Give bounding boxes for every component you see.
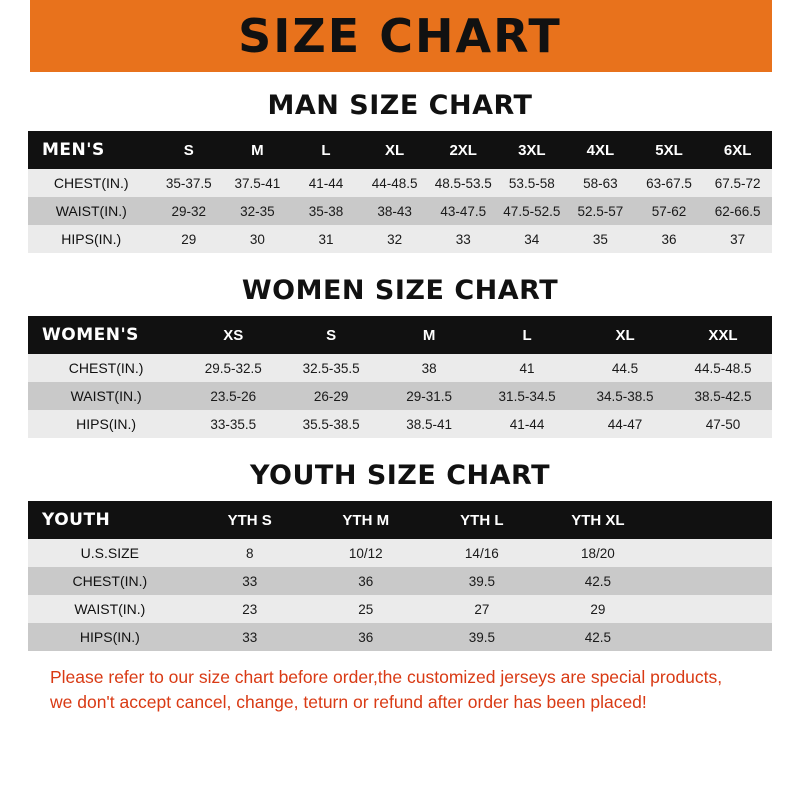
men-corner-label: MEN'S — [28, 131, 154, 169]
men-cell-2-1: 30 — [223, 225, 292, 253]
youth-table-header — [28, 501, 772, 539]
youth-cell-1-3: 42.5 — [540, 567, 656, 595]
men-col-4: 2XL — [429, 131, 498, 169]
men-col-6: 4XL — [566, 131, 635, 169]
table-row — [28, 567, 772, 595]
men-col-2: L — [292, 131, 361, 169]
youth-col-0: YTH S — [192, 501, 308, 539]
table-row — [28, 382, 772, 410]
youth-col-3: YTH XL — [540, 501, 656, 539]
section-title-men: MAN SIZE CHART — [267, 90, 533, 121]
table-row — [28, 354, 772, 382]
youth-cell-3-2: 39.5 — [424, 623, 540, 651]
youth-cell-2-4 — [656, 595, 772, 623]
men-cell-1-1: 32-35 — [223, 197, 292, 225]
men-row-label-2: HIPS(IN.) — [28, 225, 154, 253]
table-header-row — [28, 501, 772, 539]
men-col-0: S — [154, 131, 223, 169]
women-cell-1-1: 26-29 — [282, 382, 380, 410]
women-cell-1-0: 23.5-26 — [184, 382, 282, 410]
youth-col-1: YTH M — [308, 501, 424, 539]
women-cell-0-0: 29.5-32.5 — [184, 354, 282, 382]
table-row — [28, 410, 772, 438]
youth-cell-0-4 — [656, 539, 772, 567]
men-cell-0-8: 67.5-72 — [703, 169, 772, 197]
men-cell-1-8: 62-66.5 — [703, 197, 772, 225]
footer-note-line-1: Please refer to our size chart before order,the customized jerseys are special products, — [50, 667, 723, 687]
youth-cell-1-1: 36 — [308, 567, 424, 595]
table-row — [28, 623, 772, 651]
men-cell-0-5: 53.5-58 — [498, 169, 567, 197]
page-title: SIZE CHART — [238, 9, 562, 63]
youth-table-body — [28, 539, 772, 651]
men-col-5: 3XL — [498, 131, 567, 169]
women-cell-2-0: 33-35.5 — [184, 410, 282, 438]
women-cell-1-3: 31.5-34.5 — [478, 382, 576, 410]
men-cell-2-8: 37 — [703, 225, 772, 253]
women-size-table — [28, 316, 772, 438]
men-cell-1-3: 38-43 — [360, 197, 429, 225]
women-cell-2-4: 44-47 — [576, 410, 674, 438]
women-cell-0-2: 38 — [380, 354, 478, 382]
men-cell-0-7: 63-67.5 — [635, 169, 704, 197]
women-row-label-0: CHEST(IN.) — [28, 354, 184, 382]
youth-cell-0-1: 10/12 — [308, 539, 424, 567]
youth-cell-1-4 — [656, 567, 772, 595]
table-row — [28, 225, 772, 253]
men-cell-1-4: 43-47.5 — [429, 197, 498, 225]
men-cell-0-3: 44-48.5 — [360, 169, 429, 197]
men-cell-0-6: 58-63 — [566, 169, 635, 197]
women-cell-0-5: 44.5-48.5 — [674, 354, 772, 382]
youth-cell-2-0: 23 — [192, 595, 308, 623]
men-cell-0-1: 37.5-41 — [223, 169, 292, 197]
women-col-5: XXL — [674, 316, 772, 354]
women-cell-2-2: 38.5-41 — [380, 410, 478, 438]
men-col-3: XL — [360, 131, 429, 169]
men-cell-0-4: 48.5-53.5 — [429, 169, 498, 197]
youth-cell-0-3: 18/20 — [540, 539, 656, 567]
men-cell-2-5: 34 — [498, 225, 567, 253]
section-title-youth: YOUTH SIZE CHART — [249, 460, 551, 491]
youth-row-label-0: U.S.SIZE — [28, 539, 192, 567]
youth-col-2: YTH L — [424, 501, 540, 539]
youth-cell-1-0: 33 — [192, 567, 308, 595]
youth-size-table — [28, 501, 772, 651]
women-cell-2-1: 35.5-38.5 — [282, 410, 380, 438]
table-row — [28, 197, 772, 225]
youth-row-label-2: WAIST(IN.) — [28, 595, 192, 623]
footer-note-line-2: we don't accept cancel, change, teturn or refund after order has been placed! — [50, 692, 647, 713]
youth-cell-0-2: 14/16 — [424, 539, 540, 567]
men-cell-2-7: 36 — [635, 225, 704, 253]
men-col-8: 6XL — [703, 131, 772, 169]
women-cell-1-2: 29-31.5 — [380, 382, 478, 410]
men-size-table — [28, 131, 772, 253]
section-title-women: WOMEN SIZE CHART — [241, 275, 559, 306]
youth-cell-2-3: 29 — [540, 595, 656, 623]
men-table-body — [28, 169, 772, 253]
youth-corner-label: YOUTH — [28, 501, 192, 539]
men-cell-0-0: 35-37.5 — [154, 169, 223, 197]
men-cell-2-0: 29 — [154, 225, 223, 253]
men-cell-1-6: 52.5-57 — [566, 197, 635, 225]
women-cell-1-5: 38.5-42.5 — [674, 382, 772, 410]
youth-col-4 — [656, 501, 772, 539]
table-row — [28, 539, 772, 567]
women-row-label-2: HIPS(IN.) — [28, 410, 184, 438]
women-cell-2-5: 47-50 — [674, 410, 772, 438]
men-col-7: 5XL — [635, 131, 704, 169]
men-cell-2-2: 31 — [292, 225, 361, 253]
youth-cell-3-3: 42.5 — [540, 623, 656, 651]
table-row — [28, 169, 772, 197]
youth-cell-3-1: 36 — [308, 623, 424, 651]
men-cell-1-7: 57-62 — [635, 197, 704, 225]
women-cell-0-1: 32.5-35.5 — [282, 354, 380, 382]
men-cell-1-2: 35-38 — [292, 197, 361, 225]
women-cell-0-3: 41 — [478, 354, 576, 382]
men-row-label-0: CHEST(IN.) — [28, 169, 154, 197]
youth-cell-3-4 — [656, 623, 772, 651]
women-table-body — [28, 354, 772, 438]
footer-note — [28, 665, 772, 716]
women-cell-2-3: 41-44 — [478, 410, 576, 438]
women-cell-0-4: 44.5 — [576, 354, 674, 382]
women-col-4: XL — [576, 316, 674, 354]
women-col-1: S — [282, 316, 380, 354]
women-row-label-1: WAIST(IN.) — [28, 382, 184, 410]
table-row — [28, 595, 772, 623]
table-header-row — [28, 316, 772, 354]
youth-row-label-3: HIPS(IN.) — [28, 623, 192, 651]
men-cell-2-4: 33 — [429, 225, 498, 253]
youth-row-label-1: CHEST(IN.) — [28, 567, 192, 595]
youth-cell-2-2: 27 — [424, 595, 540, 623]
women-corner-label: WOMEN'S — [28, 316, 184, 354]
women-col-3: L — [478, 316, 576, 354]
men-col-1: M — [223, 131, 292, 169]
men-cell-2-3: 32 — [360, 225, 429, 253]
men-row-label-1: WAIST(IN.) — [28, 197, 154, 225]
header-banner — [0, 0, 800, 72]
women-col-2: M — [380, 316, 478, 354]
men-cell-1-0: 29-32 — [154, 197, 223, 225]
youth-cell-2-1: 25 — [308, 595, 424, 623]
chart-content — [0, 90, 800, 716]
men-cell-0-2: 41-44 — [292, 169, 361, 197]
youth-cell-0-0: 8 — [192, 539, 308, 567]
men-table-header — [28, 131, 772, 169]
men-cell-1-5: 47.5-52.5 — [498, 197, 567, 225]
youth-cell-1-2: 39.5 — [424, 567, 540, 595]
men-cell-2-6: 35 — [566, 225, 635, 253]
women-col-0: XS — [184, 316, 282, 354]
women-table-header — [28, 316, 772, 354]
table-header-row — [28, 131, 772, 169]
youth-cell-3-0: 33 — [192, 623, 308, 651]
women-cell-1-4: 34.5-38.5 — [576, 382, 674, 410]
